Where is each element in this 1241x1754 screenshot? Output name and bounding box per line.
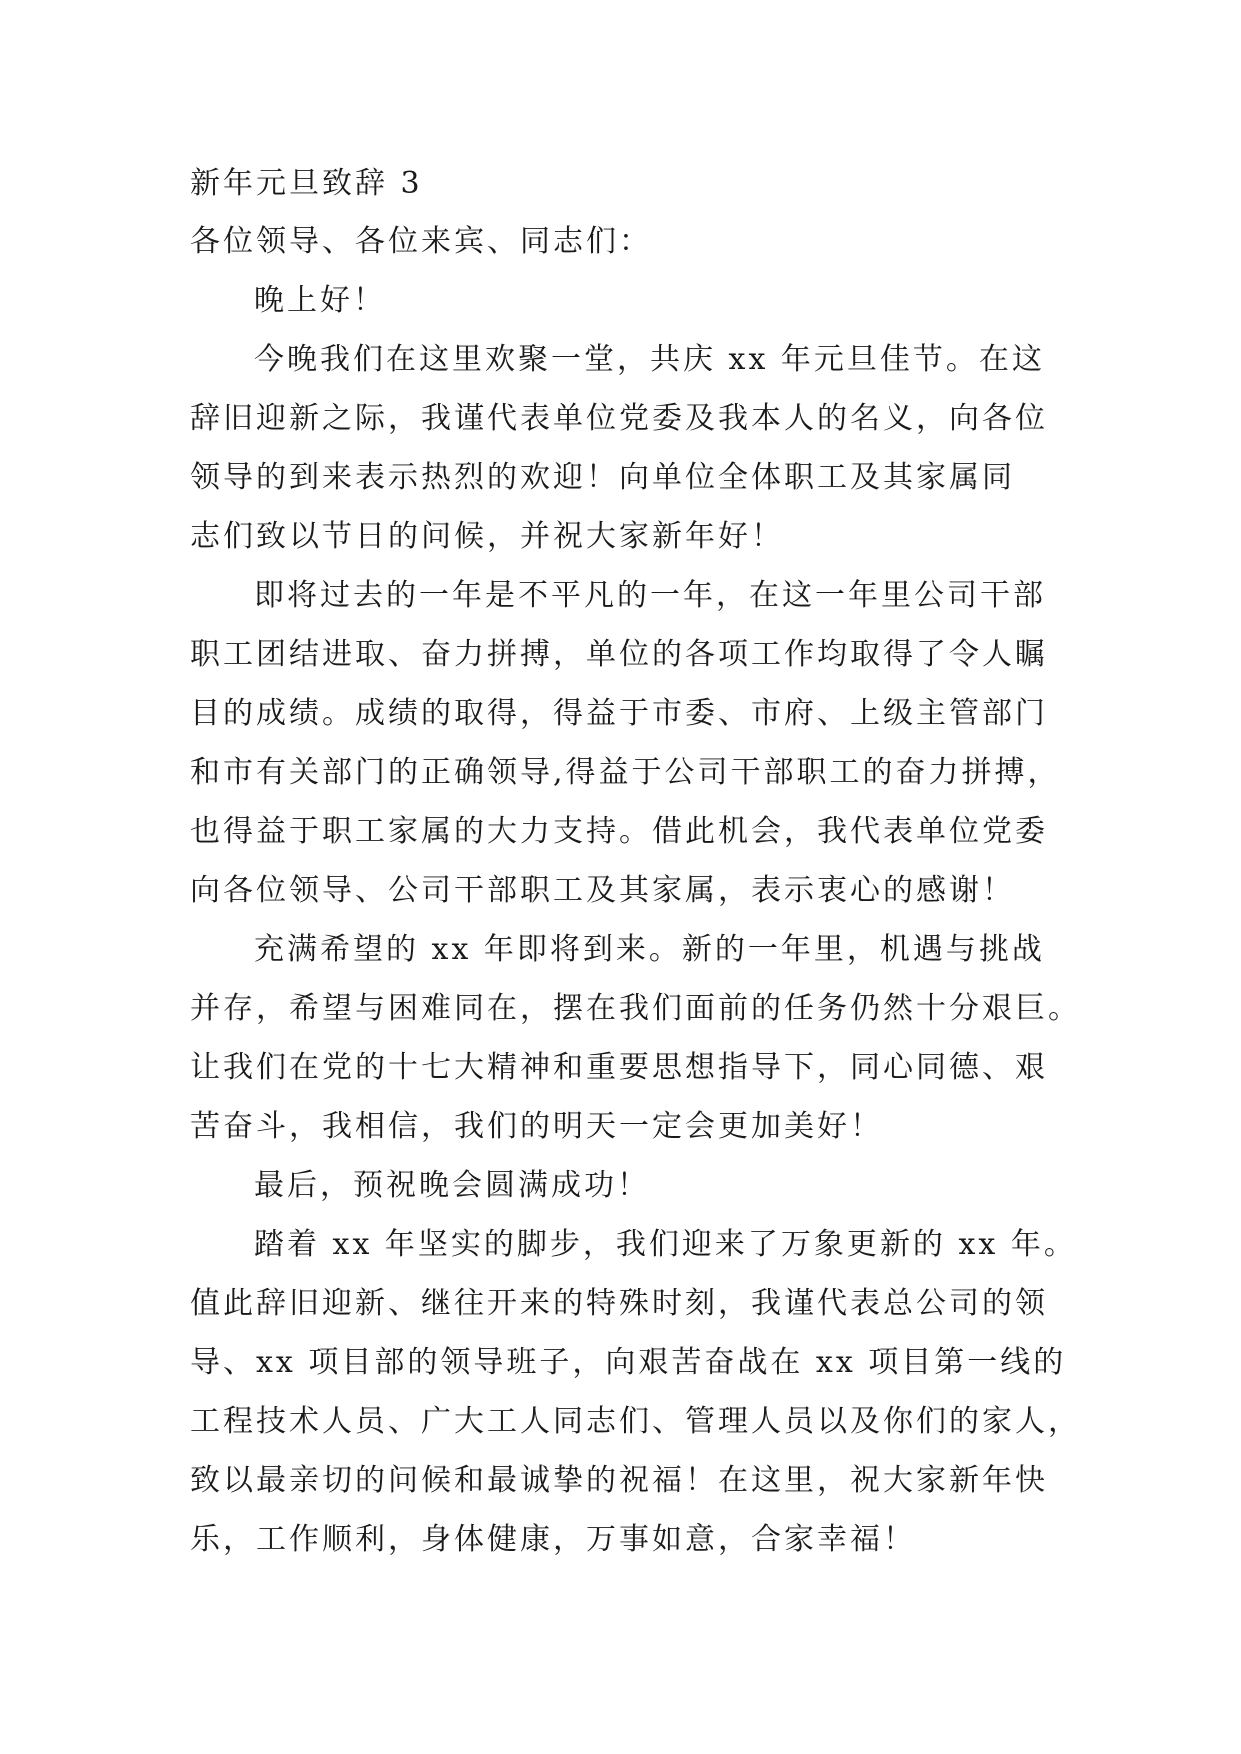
text-line: 最后，预祝晚会圆满成功！ [254, 1168, 650, 1203]
text-line: 志们致以节日的问候，并祝大家新年好！ [190, 519, 784, 554]
text-line: 也得益于职工家属的大力支持。借此机会，我代表单位党委 [190, 814, 1048, 849]
text-line: 晚上好！ [254, 283, 386, 318]
text-line: 乐，工作顺利，身体健康，万事如意，合家幸福！ [190, 1522, 916, 1557]
text-line: 导、xx 项目部的领导班子，向艰苦奋战在 xx 项目第一线的 [190, 1345, 1067, 1380]
text-line: 职工团结进取、奋力拼搏，单位的各项工作均取得了令人瞩 [190, 637, 1048, 672]
text-line: 向各位领导、公司干部职工及其家属，表示衷心的感谢！ [190, 873, 1015, 908]
text-line: 踏着 xx 年坚实的脚步，我们迎来了万象更新的 xx 年。 [254, 1227, 1077, 1262]
text-line: 和市有关部门的正确领导,得益于公司干部职工的奋力拼搏， [190, 755, 1061, 790]
text-line: 让我们在党的十七大精神和重要思想指导下，同心同德、艰 [190, 1050, 1048, 1085]
text-line: 领导的到来表示热烈的欢迎！向单位全体职工及其家属同 [190, 460, 1015, 495]
text-line: 充满希望的 xx 年即将到来。新的一年里，机遇与挑战 [254, 932, 1045, 967]
salutation: 各位领导、各位来宾、同志们： [190, 224, 652, 259]
text-line: 即将过去的一年是不平凡的一年，在这一年里公司干部 [254, 578, 1046, 613]
text-line: 值此辞旧迎新、继往开来的特殊时刻，我谨代表总公司的领 [190, 1286, 1048, 1321]
text-line: 致以最亲切的问候和最诚挚的祝福！在这里，祝大家新年快 [190, 1463, 1048, 1498]
document-title: 新年元旦致辞 3 [190, 166, 423, 201]
text-line: 目的成绩。成绩的取得，得益于市委、市府、上级主管部门 [190, 696, 1048, 731]
text-line: 工程技术人员、广大工人同志们、管理人员以及你们的家人， [190, 1404, 1081, 1439]
text-line: 苦奋斗，我相信，我们的明天一定会更加美好！ [190, 1109, 883, 1144]
text-line: 今晚我们在这里欢聚一堂，共庆 xx 年元旦佳节。在这 [254, 342, 1045, 377]
text-line: 辞旧迎新之际，我谨代表单位党委及我本人的名义，向各位 [190, 401, 1048, 436]
text-line: 并存，希望与困难同在，摆在我们面前的任务仍然十分艰巨。 [190, 991, 1081, 1026]
